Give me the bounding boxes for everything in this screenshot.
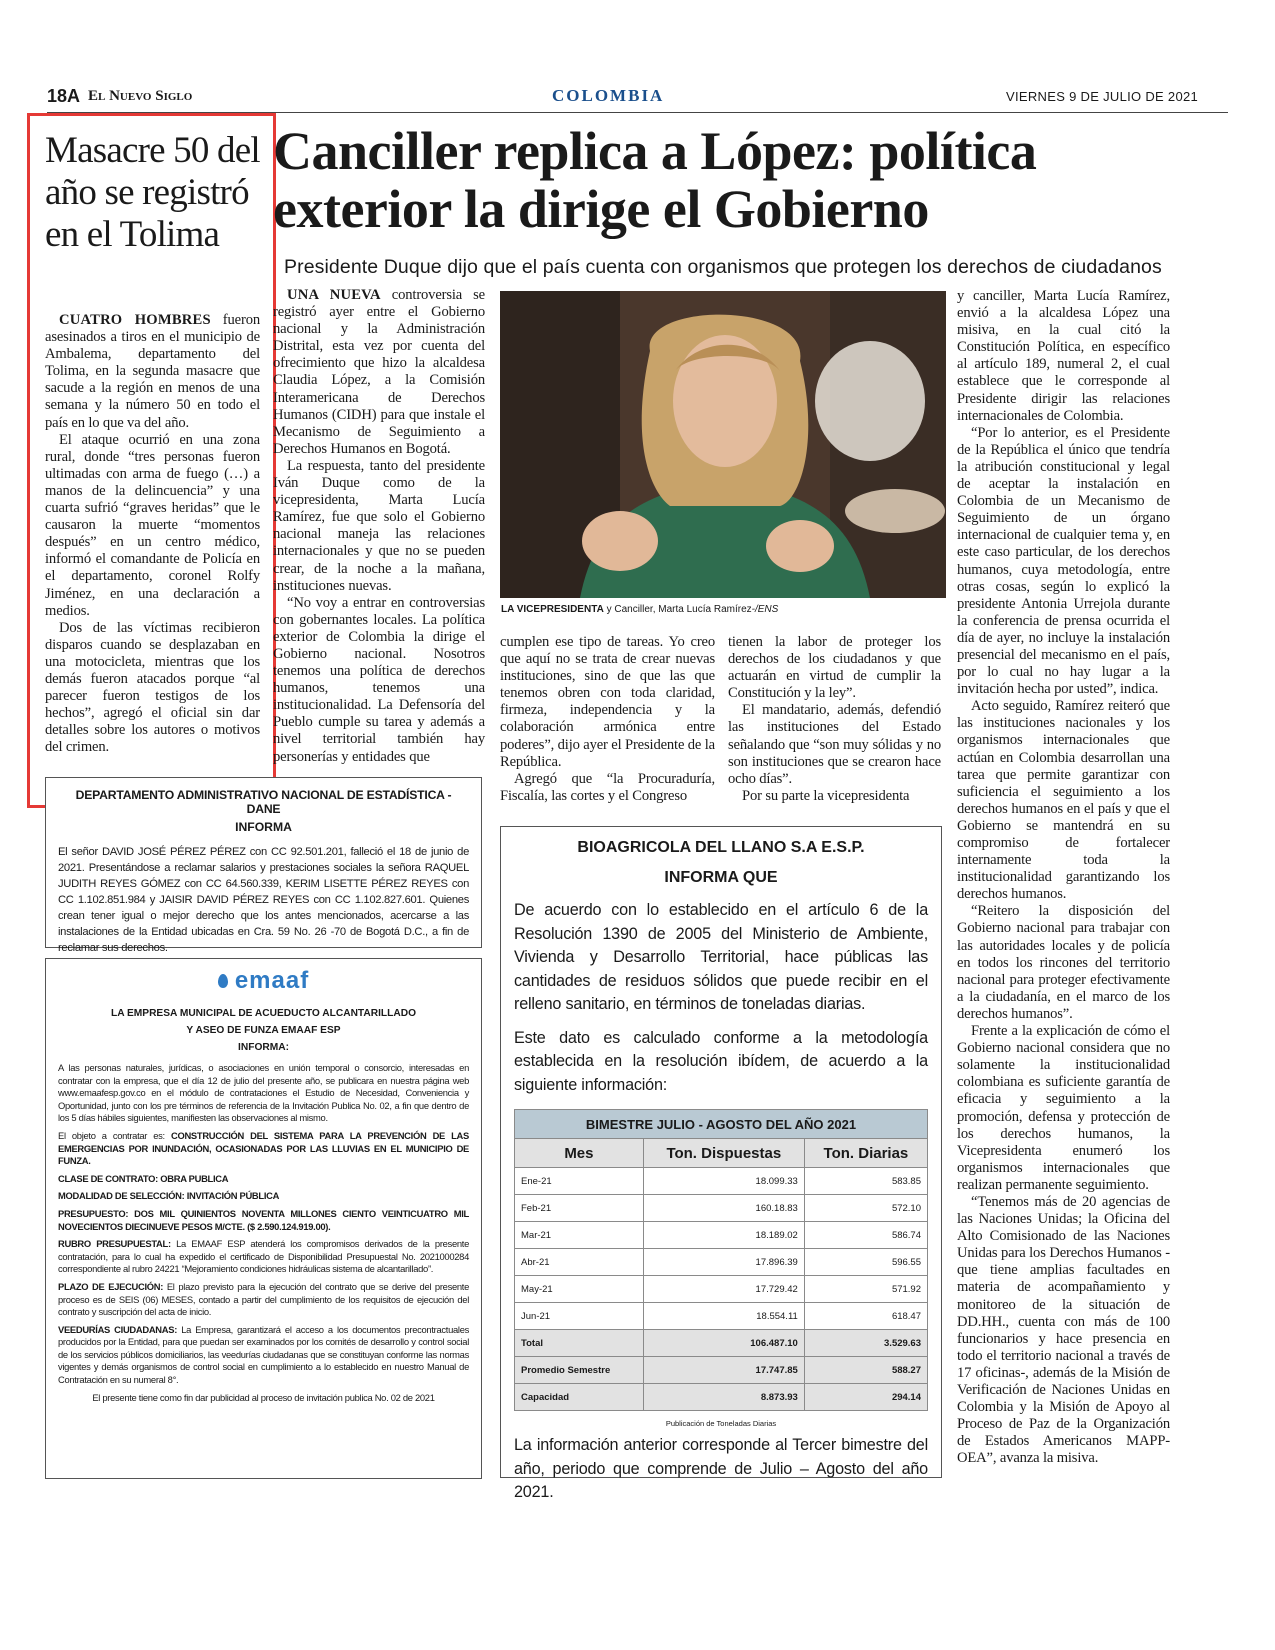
table-cell: 18.189.02	[643, 1222, 804, 1249]
table-cell: 618.47	[804, 1303, 927, 1330]
emaaf-title-line: LA EMPRESA MUNICIPAL DE ACUEDUCTO ALCANTARILLADO	[110, 1008, 417, 1019]
article-paragraph: tienen la labor de proteger los derechos de los ciudadanos y que actuarán en virtud de cumplir la Constitución y la ley”.	[728, 634, 941, 702]
photo-illustration	[500, 291, 946, 598]
photo-caption-lead: LA VICEPRESIDENTA	[501, 604, 604, 615]
emaaf-rubro-label: RUBRO PRESUPUESTAL:	[58, 1238, 171, 1250]
bio-paragraph: Este dato es calculado conforme a la metodología establecida en la resolución ibídem, de acuerdo a la siguiente información:	[514, 1028, 928, 1094]
article-paragraph: “Reitero la disposición del Gobierno nacional para trabajar con las autoridades locales y de policía en todos los rincones del territorio nacional para proteger efectivamente a la ciudadanía, en el marco de los derechos humanos”.	[957, 903, 1170, 1022]
dane-title: DEPARTAMENTO ADMINISTRATIVO NACIONAL DE ESTADÍSTICA - DANE	[75, 788, 452, 816]
emaaf-budget: PRESUPUESTO: DOS MIL QUINIENTOS NOVENTA MILLONES CIENTO VEINTICUATRO MIL NOVECIENTOS DIECINUEVE PESOS M/CTE. ($ 2.590.124.919.00).	[58, 1207, 469, 1232]
bio-table-note: Publicación de Toneladas Diarias	[665, 1419, 777, 1428]
table-row	[515, 1168, 928, 1195]
table-cell: 588.27	[804, 1357, 927, 1384]
sidebar-lead: CUATRO HOMBRES	[59, 312, 211, 328]
bio-col-header: Ton. Dispuestas	[643, 1139, 804, 1168]
table-cell: 583.85	[804, 1168, 927, 1195]
emaaf-body	[58, 1062, 469, 1404]
table-cell: Jun-21	[515, 1303, 644, 1330]
table-cell: Mar-21	[515, 1222, 644, 1249]
article-paragraph: La respuesta, tanto del presidente Iván Duque como de la vicepresidenta, Marta Lucía Ramírez, fue que solo el Gobierno nacional maneja las relaciones internacionales y que no se pueden crear, de la noche a la mañana, instituciones nuevas.	[273, 457, 485, 594]
bio-col-header: Ton. Diarias	[804, 1139, 927, 1168]
emaaf-notice	[45, 958, 482, 1479]
bio-title: BIOAGRICOLA DEL LLANO S.A E.S.P.	[577, 839, 865, 856]
emaaf-title	[58, 1005, 469, 1056]
table-cell: Total	[515, 1330, 644, 1357]
emaaf-title-line: Y ASEO DE FUNZA EMAAF ESP	[186, 1025, 341, 1036]
article-lead: UNA NUEVA	[287, 287, 381, 303]
article-subhead: Presidente Duque dijo que el país cuenta con organismos que protegen los derechos de ciudadanos	[284, 256, 1162, 278]
table-row	[515, 1195, 928, 1222]
table-cell: 17.747.85	[643, 1357, 804, 1384]
emaaf-veedurias-label: VEEDURÍAS CIUDADANAS:	[58, 1323, 178, 1335]
article-headline-line: Canciller replica a López: política	[273, 121, 1037, 181]
table-cell: 106.487.10	[643, 1330, 804, 1357]
table-cell: 572.10	[804, 1195, 927, 1222]
bio-col-header: Mes	[515, 1139, 644, 1168]
dane-subtitle: INFORMA	[235, 820, 292, 834]
bio-paragraph: La información anterior corresponde al Tercer bimestre del año, periodo que comprende de Julio – Agosto del año 2021.	[514, 1436, 928, 1501]
sidebar-paragraph: fueron asesinados a tiros en el municipio de Ambalema, departamento del Tolima, en la segunda masacre que sacude a la región en menos de una semana y la número 50 en todo el país en lo que va del año.	[45, 312, 260, 431]
article-headline-line: exterior la dirige el Gobierno	[273, 179, 929, 239]
water-drop-icon	[218, 974, 228, 988]
table-cell: 17.896.39	[643, 1249, 804, 1276]
page-number: 18A	[47, 86, 81, 106]
table-cell: 18.554.11	[643, 1303, 804, 1330]
table-cell: 571.92	[804, 1276, 927, 1303]
article-paragraph: Por su parte la vicepresidenta	[742, 787, 910, 804]
emaaf-selection-mode: MODALIDAD DE SELECCIÓN: INVITACIÓN PÚBLICA	[58, 1190, 280, 1202]
emaaf-plazo-label: PLAZO DE EJECUCIÓN:	[58, 1280, 164, 1292]
section-label: COLOMBIA	[552, 86, 665, 105]
emaaf-rubro: La EMAAF ESP atenderá los compromisos derivados de la presente contratación, para lo cual ha expedido el certificado de Disponibilidad Presupuestal No. 2021000284 correspondiente al rubro 24221 “Mejoramiento condiciones hidráulicas sistema de alcantarillado”.	[58, 1238, 469, 1275]
emaaf-footer: El presente tiene como fin dar publicidad al proceso de invitación publica No. 02 de 2021	[92, 1391, 435, 1403]
table-cell: Feb-21	[515, 1195, 644, 1222]
bio-subtitle: INFORMA QUE	[664, 869, 778, 886]
article-headline	[273, 122, 1036, 238]
emaaf-paragraph: A las personas naturales, jurídicas, o asociaciones en unión temporal o consorcio, interesadas en contratar con la empresa, que el día 12 de julio del presente año, se publicara en nuestra página web www.emaafesp.gov.co en el módulo de contrataciones el Estudio de Necesidad, Conveniencia y Oportunidad, junto con los pre términos de referencia de la Invitación Publica No. 02, a fin que dentro de los 5 días hábiles siguientes, manifiesten las observaciones al mismo.	[58, 1062, 469, 1124]
table-cell: 8.873.93	[643, 1384, 804, 1411]
table-cell: 18.099.33	[643, 1168, 804, 1195]
publication-name: El Nuevo Siglo	[88, 88, 193, 104]
vicepresident-photo	[500, 291, 946, 598]
article-column-3	[728, 634, 941, 805]
emaaf-logo	[58, 967, 469, 1001]
dane-body: El señor DAVID JOSÉ PÉREZ PÉREZ con CC 92.501.201, falleció el 18 de junio de 2021. Presentándose a reclamar salarios y prestaciones sociales la señora RAQUEL JUDITH REYES GÓMEZ con CC 64.560.339, KERIM LISETTE PÉREZ REYES con CC 1.102.851.984 y JAISIR DAVID PÉREZ REYES con CC 1.102.827.601. Quienes crean tener igual o mejor derecho que los antes mencionados, acercarse a las instalaciones de la Entidad ubicadas en Cra. 59 No. 26 -70 de Bogotá D.C., a fin de reclamar sus derechos.	[58, 846, 469, 954]
article-paragraph: cumplen ese tipo de tareas. Yo creo que aquí no se trata de crear nuevas instituciones, sino de que las que tenemos obren con toda claridad, firmeza, independencia y la colaboración armónica entre poderes”, dijo ayer el Presidente de la República.	[500, 634, 715, 770]
article-paragraph: Frente a la explicación de cómo el Gobierno nacional considera que no solamente la institucionalidad colombiana es suficiente garantía de eficacia y seguimiento a la promoción, defensa y protección de los derechos humanos, la Vicepresidenta enumeró los organismos internacionales que realizan permanente seguimiento.	[957, 1023, 1170, 1193]
emaaf-contract-class: CLASE DE CONTRATO: OBRA PUBLICA	[58, 1172, 229, 1184]
article-paragraph: “Por lo anterior, es el Presidente de la República el único que tendría la atribución constitucional y legal de aceptar la instalación en Colombia de un Mecanismo de Seguimiento de un órgano internacional de cualquier tema y, en este caso particular, de los derechos humanos, cuya metodología, entre otras cosas, según lo explicó la presidente Antonia Urrejola durante la conferencia de prensa ocurrida el día de ayer, no incluye la instalación presencial del mecanismo en el país, por lo cual no hay lugar a la invitación hecha por usted”, indica.	[957, 424, 1170, 698]
page-date: VIERNES 9 DE JULIO DE 2021	[1006, 89, 1199, 104]
article-column-1	[273, 287, 485, 766]
article-paragraph: y canciller, Marta Lucía Ramírez, envió a la alcaldesa López una misiva, en la cual citó la Constitución Política, en específico al artículo 189, numeral 2, el cual establece que le corresponde al Presidente dirigir las relaciones internacionales de Colombia.	[957, 288, 1170, 424]
table-cell: 586.74	[804, 1222, 927, 1249]
table-cell: May-21	[515, 1276, 644, 1303]
table-summary-row	[515, 1357, 928, 1384]
article-paragraph: Acto seguido, Ramírez reiteró que las instituciones nacionales y los organismos internacionales que actúan en Colombia desarrollan una tarea que permite garantizar con suficiencia el seguimiento a los derechos humanos en el país y que el Gobierno se mantendrá en su compromiso de fortalecer internamente toda la institucionalidad garantizando los derechos humanos.	[957, 698, 1170, 903]
table-cell: Capacidad	[515, 1384, 644, 1411]
emaaf-plazo: El plazo previsto para la ejecución del contrato que se derive del presente proceso es de SEIS (06) MESES, contado a partir del cumplimiento de los requisitos de ejecución del contrato y suscripción del acta de inicio.	[58, 1280, 470, 1318]
bio-paragraph: De acuerdo con lo establecido en el artículo 6 de la Resolución 1390 de 2005 del Ministerio de Ambiente, Vivienda y Desarrollo Territorial, hace públicas las cantidades de residuos sólidos que puede recibir en el relleno sanitario, en términos de toneladas diarias.	[514, 901, 928, 1013]
bioagricola-notice	[500, 826, 942, 1501]
sidebar-headline: Masacre 50 del año se registró en el Tolima	[45, 130, 260, 255]
photo-credit: -/ENS	[751, 604, 779, 615]
article-paragraph: “No voy a entrar en controversias con gobernantes locales. La política exterior de Colombia la dirige el Gobierno nacional. Nosotros tenemos una política de derechos humanos, tenemos una institucionalidad. La Defensoría del Pueblo cumple su tarea y además a nivel territorial también hay personerías y entidades que	[273, 594, 485, 765]
emaaf-object-label: El objeto a contratar es:	[58, 1129, 171, 1141]
emaaf-logo-text: emaaf	[234, 967, 310, 994]
table-cell: Promedio Semestre	[515, 1357, 644, 1384]
article-column-4	[957, 288, 1170, 1467]
photo-caption	[501, 604, 778, 615]
table-cell: Ene-21	[515, 1168, 644, 1195]
table-row	[515, 1222, 928, 1249]
table-cell: 596.55	[804, 1249, 927, 1276]
sidebar-paragraph: El ataque ocurrió en una zona rural, donde “tres personas fueron ultimadas con arma de fuego (…) a manos de la delincuencia” y una cuarta sufrió “graves heridas” que le causaron la muerte “momentos después” en un centro médico, informó el comandante de Policía en el departamento, coronel Rolfy Jiménez, en una declaración a medios.	[45, 431, 260, 619]
bio-table-wrap	[514, 1109, 928, 1411]
table-cell: 17.729.42	[643, 1276, 804, 1303]
article-paragraph: El mandatario, además, defendió las instituciones del Estado señalando que “son muy sólidas y no son instituciones que se crearon hace ocho días”.	[728, 702, 941, 787]
emaaf-informa: INFORMA:	[238, 1042, 289, 1053]
photo-caption-text: y Canciller, Marta Lucía Ramírez	[603, 604, 752, 615]
table-cell: Abr-21	[515, 1249, 644, 1276]
sidebar-body	[45, 312, 260, 756]
table-row	[515, 1276, 928, 1303]
article-paragraph: controversia se registró ayer entre el Gobierno nacional y la Administración Distrital, esta vez por cuenta del ofrecimiento que hizo la alcaldesa Claudia López, a la Comisión Interamericana de Derechos Humanos (CIDH) para que instale el Mecanismo de Seguimiento a Derechos Humanos en Bogotá.	[273, 287, 485, 457]
article-paragraph: Agregó que “la Procuraduría, Fiscalía, las cortes y el Congreso	[500, 770, 715, 804]
dane-notice	[45, 777, 482, 954]
table-row	[515, 1303, 928, 1330]
emaaf-object: CONSTRUCCIÓN DEL SISTEMA PARA LA PREVENCIÓN DE LAS EMERGENCIAS POR INUNDACIÓN, OCASIONADAS POR LAS LLUVIAS EN EL MUNICIPIO DE FUNZA.	[58, 1129, 469, 1167]
table-cell: 294.14	[804, 1384, 927, 1411]
table-row	[515, 1249, 928, 1276]
table-summary-row	[515, 1330, 928, 1357]
emaaf-veedurias: La Empresa, garantizará el acceso a los documentos precontractuales producidos por la Entidad, para que puedan ser examinados por los comités de desarrollo y control social de los servicios públicos domiciliarios, las veedurías ciudadanas que se constituyan conforme las normas vigentes y demás organismos de control social en cumplimiento a lo establecido en nuestro Manual de Contratación en su numeral 8°.	[58, 1323, 469, 1386]
table-summary-row	[515, 1384, 928, 1411]
article-paragraph: “Tenemos más de 20 agencias de las Naciones Unidas; la Oficina del Alto Comisionado de las Naciones Unidas para los Derechos Humanos -que tiene amplias facultades en materia de acompañamiento y monitoreo de la situación de DD.HH., cuenta con más de 100 funcionarios y hace presencia en todo el territorio nacional a través de 17 oficinas-, además de la Misión de Verificación de Naciones Unidas en Colombia y la Misión de Apoyo al Proceso de Paz de la Organización de Estados Americanos MAPP-OEA”, avanza la misiva.	[957, 1193, 1170, 1467]
table-cell: 160.18.83	[643, 1195, 804, 1222]
article-column-2	[500, 634, 715, 805]
table-cell: 3.529.63	[804, 1330, 927, 1357]
bio-table-title: BIMESTRE JULIO - AGOSTO DEL AÑO 2021	[515, 1110, 928, 1139]
bio-table	[514, 1109, 928, 1411]
sidebar-paragraph: Dos de las víctimas recibieron disparos cuando se desplazaban en una motocicleta, mientras que los demás fueron atacados porque “al parecer fueron testigos de los hechos”, agregó el oficial sin dar detalles sobre los autores o motivos del crimen.	[45, 619, 260, 756]
